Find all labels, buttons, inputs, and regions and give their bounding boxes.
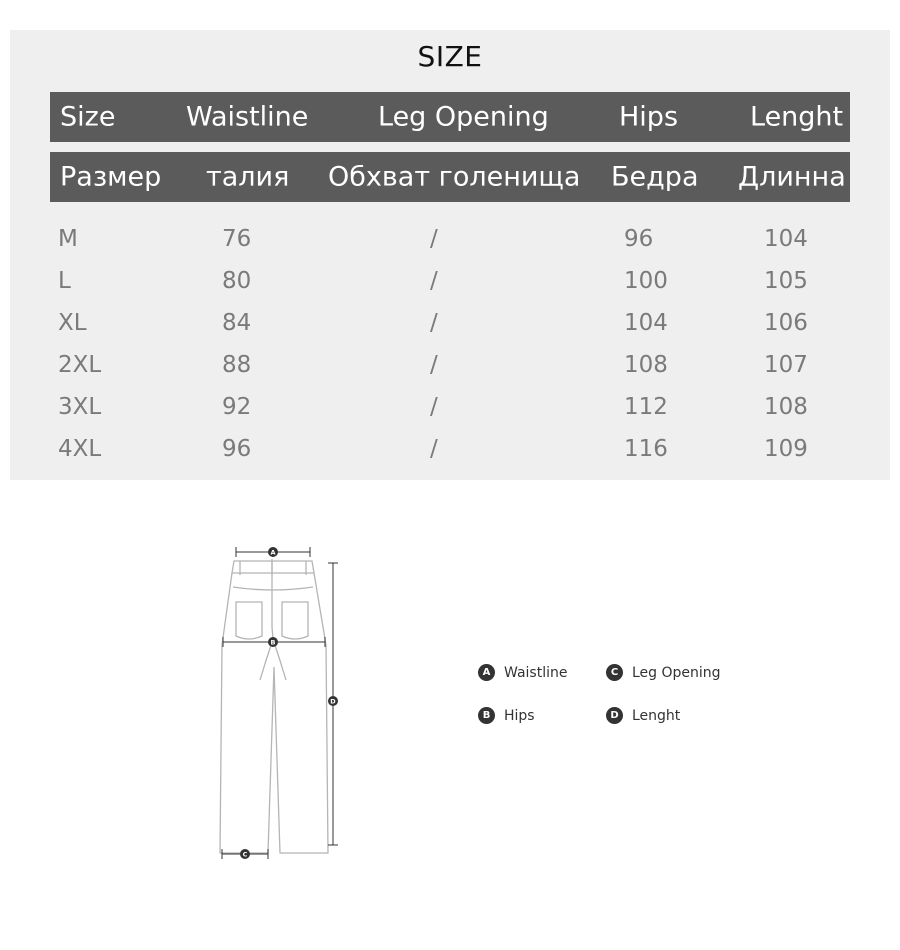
pants-illustration	[200, 535, 360, 865]
cell-waistline: 96	[222, 436, 252, 462]
cell-hips: 100	[624, 268, 668, 294]
legend-label-hips: Hips	[504, 707, 535, 724]
marker-a-label: A	[270, 548, 276, 557]
legend-label-leg-opening: Leg Opening	[632, 664, 721, 681]
header-ru-leg-opening: Обхват голенища	[328, 161, 581, 193]
cell-leg-opening: /	[430, 394, 438, 420]
header-waistline: Waistline	[186, 101, 309, 133]
cell-size: M	[58, 226, 78, 252]
header-row-english	[50, 92, 850, 142]
legend-item-leg-opening	[606, 664, 721, 681]
table-row	[50, 218, 850, 260]
size-chart-title: SIZE	[417, 40, 483, 73]
cell-length: 105	[764, 268, 808, 294]
header-hips: Hips	[619, 101, 679, 133]
cell-size: 2XL	[58, 352, 102, 378]
size-chart-panel	[10, 30, 890, 480]
measurement-legend	[478, 664, 778, 734]
cell-length: 109	[764, 436, 808, 462]
cell-length: 106	[764, 310, 808, 336]
cell-leg-opening: /	[430, 310, 438, 336]
cell-leg-opening: /	[430, 352, 438, 378]
marker-c-label: C	[242, 850, 248, 859]
table-row	[50, 302, 850, 344]
marker-d-label: D	[330, 697, 336, 706]
legend-badge-d: D	[606, 707, 623, 724]
cell-waistline: 80	[222, 268, 252, 294]
table-row	[50, 386, 850, 428]
cell-leg-opening: /	[430, 226, 438, 252]
cell-leg-opening: /	[430, 436, 438, 462]
cell-waistline: 76	[222, 226, 252, 252]
table-row	[50, 260, 850, 302]
cell-waistline: 84	[222, 310, 252, 336]
cell-leg-opening: /	[430, 268, 438, 294]
legend-badge-b: B	[478, 707, 495, 724]
cell-length: 107	[764, 352, 808, 378]
cell-hips: 96	[624, 226, 654, 252]
legend-badge-a: A	[478, 664, 495, 681]
legend-label-length: Lenght	[632, 707, 681, 724]
cell-hips: 108	[624, 352, 668, 378]
header-leg-opening: Leg Opening	[378, 101, 549, 133]
header-ru-waist: талия	[206, 161, 290, 193]
marker-b-label: B	[270, 638, 276, 647]
cell-waistline: 92	[222, 394, 252, 420]
header-row-russian	[50, 152, 850, 202]
legend-item-length	[606, 707, 680, 724]
cell-length: 108	[764, 394, 808, 420]
header-ru-length: Длинна	[738, 161, 846, 193]
legend-item-hips	[478, 707, 535, 724]
cell-size: XL	[58, 310, 87, 336]
header-size: Size	[60, 101, 116, 133]
header-ru-size: Размер	[60, 161, 162, 193]
cell-hips: 112	[624, 394, 668, 420]
legend-badge-c: C	[606, 664, 623, 681]
cell-size: 4XL	[58, 436, 102, 462]
legend-item-waistline	[478, 664, 567, 681]
header-length: Lenght	[750, 101, 844, 133]
header-ru-hips: Бедра	[611, 161, 699, 193]
table-row	[50, 428, 850, 470]
cell-hips: 104	[624, 310, 668, 336]
cell-size: L	[58, 268, 71, 294]
legend-label-waistline: Waistline	[504, 664, 568, 681]
table-row	[50, 344, 850, 386]
cell-size: 3XL	[58, 394, 102, 420]
cell-length: 104	[764, 226, 808, 252]
cell-waistline: 88	[222, 352, 252, 378]
pants-measurement-diagram	[200, 535, 360, 865]
cell-hips: 116	[624, 436, 668, 462]
